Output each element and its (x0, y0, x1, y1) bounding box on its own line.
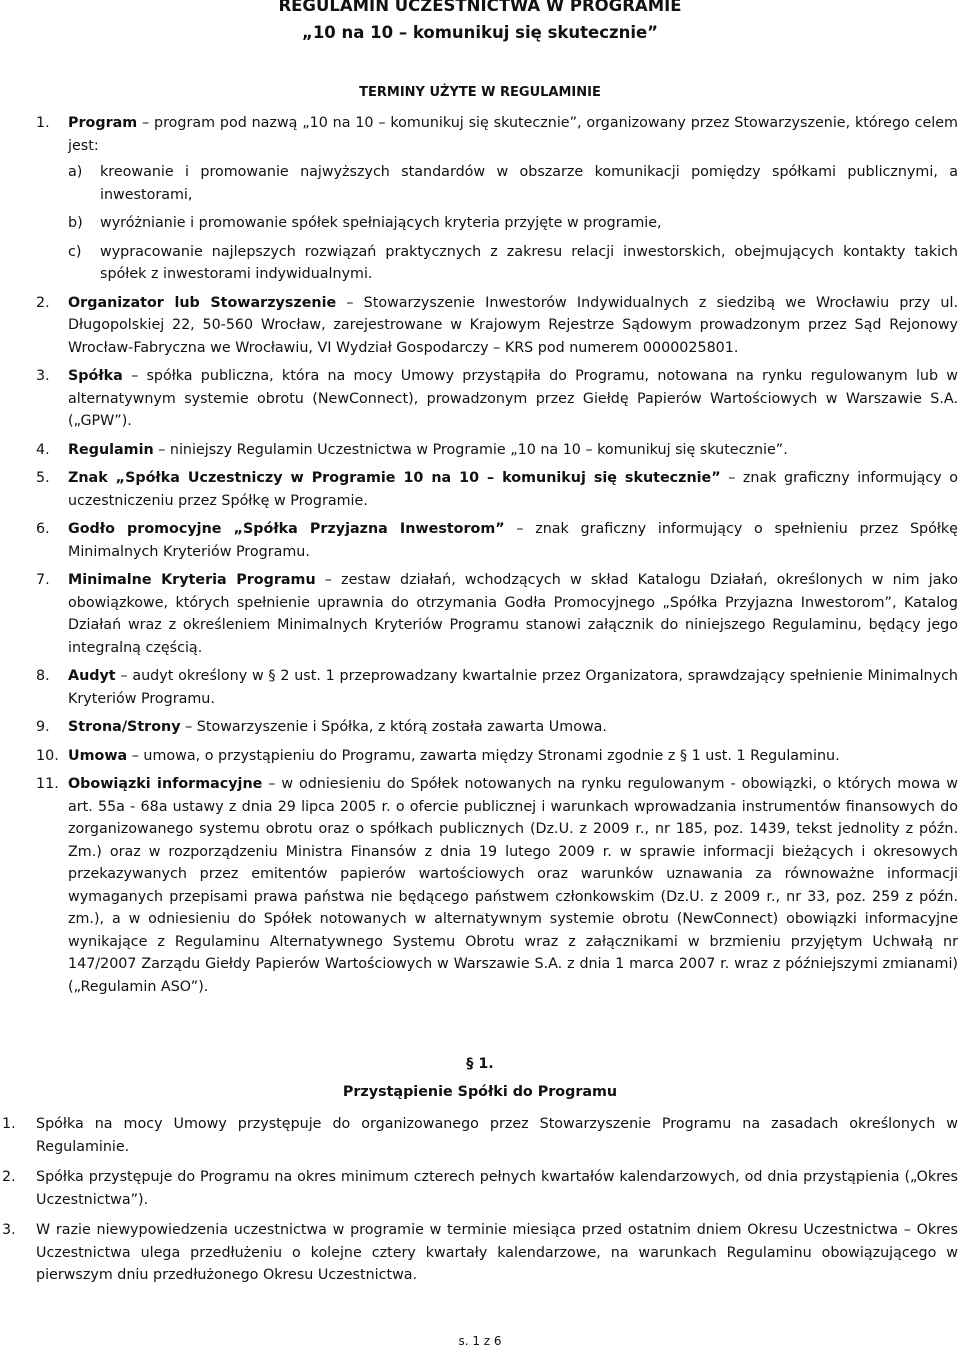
section-item (2, 1166, 958, 1211)
item-number: 9. (36, 719, 50, 735)
section-item (2, 1219, 958, 1287)
item-number: 4. (36, 441, 50, 458)
definition-item (36, 569, 958, 659)
item-number: 3. (2, 1222, 16, 1238)
definition-term: Obowiązki informacyjne (68, 776, 263, 792)
section-item-text: Spółka przystępuje do Programu na okres minimum czterech pełnych kwartałów kalendarzowych, od dnia przystąpienia („Okres Uczestnictwa”). (36, 1169, 958, 1208)
definition-item (36, 112, 958, 286)
definition-text: – w odniesieniu do Spółek notowanych na rynku regulowanym - obowiązki, o których mowa w art. 55a - 68a ustawy z dnia 29 lipca 2005 r. o ofercie publicznej i warunkach wprowadzania instrumentów finansowych do zorganizowanego systemu obrotu oraz o spółkach publicznych (Dz.U. z 2009 r., nr 185, poz. 1439, tekst jednolity z późn. Zm.) oraz w rozporządzeniu Ministra Finansów z dnia 19 lutego 2009 r. w sprawie informacji bieżących i okresowych przekazywanych przez emitentów papierów wartościowych oraz warunków uznawania za równoważne informacji wymaganych przepisami prawa państwa nie będącego państwem członkowskim (Dz.U. z 2009 r., nr 33, poz. 259 z późn. zm.), a w odniesieniu do Spółek notowanych w alternatywnym systemie obrotu (NewConnect) obowiązki informacyjne wynikające z Regulaminu Alternatywnego Systemu Obrotu wraz z załącznikami w brzmieniu przyjętym Uchwałą nr 147/2007 Zarządu Giełdy Papierów Wartościowych w Warszawie S.A. z dnia 1 marca 2007 r. wraz z późniejszymi zmianami) („Regulamin ASO”). (68, 776, 958, 995)
goal-item (68, 161, 958, 206)
definition-term: Umowa (68, 747, 128, 764)
item-number: 1. (36, 115, 50, 131)
item-number: 7. (36, 572, 50, 588)
definition-item (36, 292, 958, 360)
definition-text: – program pod nazwą „10 na 10 – komunikuj się skutecznie”, organizowany przez Stowarzyszenie, którego celem jest: (68, 115, 958, 154)
definition-term: Strona/Strony (68, 719, 181, 735)
section-items (2, 1113, 958, 1295)
definition-term: Znak „Spółka Uczestniczy w Programie 10 na 10 – komunikuj się skutecznie” (68, 470, 721, 486)
goal-text: kreowanie i promowanie najwyższych standardów w obszarze komunikacji pomiędzy spółkami publicznymi, a inwestorami, (100, 164, 958, 203)
definition-term: Organizator lub Stowarzyszenie (68, 294, 337, 311)
definition-item (36, 365, 958, 433)
definition-text: – spółka publiczna, która na mocy Umowy przystąpiła do Programu, notowana na rynku regulowanym lub w alternatywnym systemie obrotu (NewConnect), prowadzonym przez Giełdę Papierów Wartościowych w Warszawie S.A. („GPW”). (68, 368, 958, 429)
item-number: 1. (2, 1116, 16, 1132)
page-number: s. 1 z 6 (458, 1334, 502, 1348)
definition-item (36, 716, 958, 739)
definition-term: Godło promocyjne „Spółka Przyjazna Inwestorom” (68, 521, 505, 537)
definition-term: Regulamin (68, 441, 154, 458)
definition-item (36, 467, 958, 512)
goal-letter: b) (68, 215, 83, 231)
item-number: 11. (36, 776, 59, 792)
definition-term: Spółka (68, 368, 123, 384)
definition-text: – Stowarzyszenie Inwestorów Indywidualnych z siedzibą we Wrocławiu przy ul. Długopolskiej 22, 50-560 Wrocław, zarejestrowane w Krajowym Rejestrze Sądowym prowadzonym przez Sąd Rejonowy Wrocław-Fabryczna we Wrocławiu, VI Wydział Gospodarczy – KRS pod numerem 0000025801. (68, 294, 958, 356)
section-item-text: Spółka na mocy Umowy przystępuje do organizowanego przez Stowarzyszenie Programu na zasadach określonych w Regulaminie. (36, 1116, 958, 1155)
section-item (2, 1113, 958, 1158)
definition-item (36, 773, 958, 998)
document-title: REGULAMIN UCZESTNICTWA W PROGRAMIE (278, 0, 682, 15)
definition-item (36, 745, 958, 768)
definition-text: – niniejszy Regulamin Uczestnictwa w Programie „10 na 10 – komunikuj się skutecznie”. (153, 441, 788, 458)
definition-text: – Stowarzyszenie i Spółka, z którą została zawarta Umowa. (180, 719, 607, 735)
definition-term: Audyt (68, 668, 116, 684)
definition-term: Minimalne Kryteria Programu (68, 572, 316, 588)
item-number: 10. (36, 747, 59, 764)
item-number: 6. (36, 521, 50, 537)
goal-item (68, 212, 958, 235)
definition-text: – audyt określony w § 2 ust. 1 przeprowadzany kwartalnie przez Organizatora, sprawdzający spełnienie Minimalnych Kryteriów Programu. (68, 668, 958, 707)
definition-text: – umowa, o przystąpieniu do Programu, zawarta między Stronami zgodnie z § 1 ust. 1 Regulaminu. (127, 747, 840, 764)
definition-text: – znak graficzny informujący o spełnieniu przez Spółkę Minimalnych Kryteriów Programu. (68, 521, 958, 560)
item-number: 2. (2, 1169, 16, 1185)
definitions-list (36, 112, 958, 1004)
goal-text: wypracowanie najlepszych rozwiązań praktycznych z zakresu relacji inwestorskich, obejmujących kontakty takich spółek z inwestorami indywidualnymi. (100, 243, 958, 282)
section-item-text: W razie niewypowiedzenia uczestnictwa w programie w terminie miesiąca przed ostatnim dniem Okresu Uczestnictwa – Okres Uczestnictwa ulega przedłużeniu o kolejne cztery kwartały kalendarzowe, na warunkach Regulaminu obowiązującego w pierwszym dniu przedłużonego Okresu Uczestnictwa. (36, 1222, 958, 1283)
definitions-heading: TERMINY UŻYTE W REGULAMINIE (359, 85, 601, 100)
section-number: § 1. (466, 1056, 494, 1072)
section-title: Przystąpienie Spółki do Programu (342, 1084, 618, 1100)
definition-item (36, 518, 958, 563)
definition-text: – zestaw działań, wchodzących w skład Katalogu Działań, określonych w nim jako obowiązkowe, których spełnienie uprawnia do otrzymania Godła Promocyjnego „Spółka Przyjazna Inwestorom”, Katalog Działań wraz z określeniem Minimalnych Kryteriów Programu stanowi załącznik do niniejszego Regulaminu, będący jego integralną częścią. (68, 572, 959, 656)
goal-letter: a) (68, 164, 83, 180)
item-number: 3. (36, 368, 50, 384)
definition-item (36, 665, 958, 710)
item-number: 8. (36, 668, 50, 684)
goal-item (68, 241, 958, 286)
definition-item (36, 439, 958, 462)
item-number: 2. (36, 294, 50, 311)
goal-text: wyróżnianie i promowanie spółek spełniających kryteria przyjęte w programie, (100, 215, 662, 231)
goal-letter: c) (68, 243, 82, 260)
definition-text: – znak graficzny informujący o uczestniczeniu przez Spółkę w Programie. (68, 470, 958, 509)
definition-term: Program (68, 115, 138, 131)
document-subtitle: „10 na 10 – komunikuj się skutecznie” (301, 23, 659, 42)
item-number: 5. (36, 470, 50, 486)
